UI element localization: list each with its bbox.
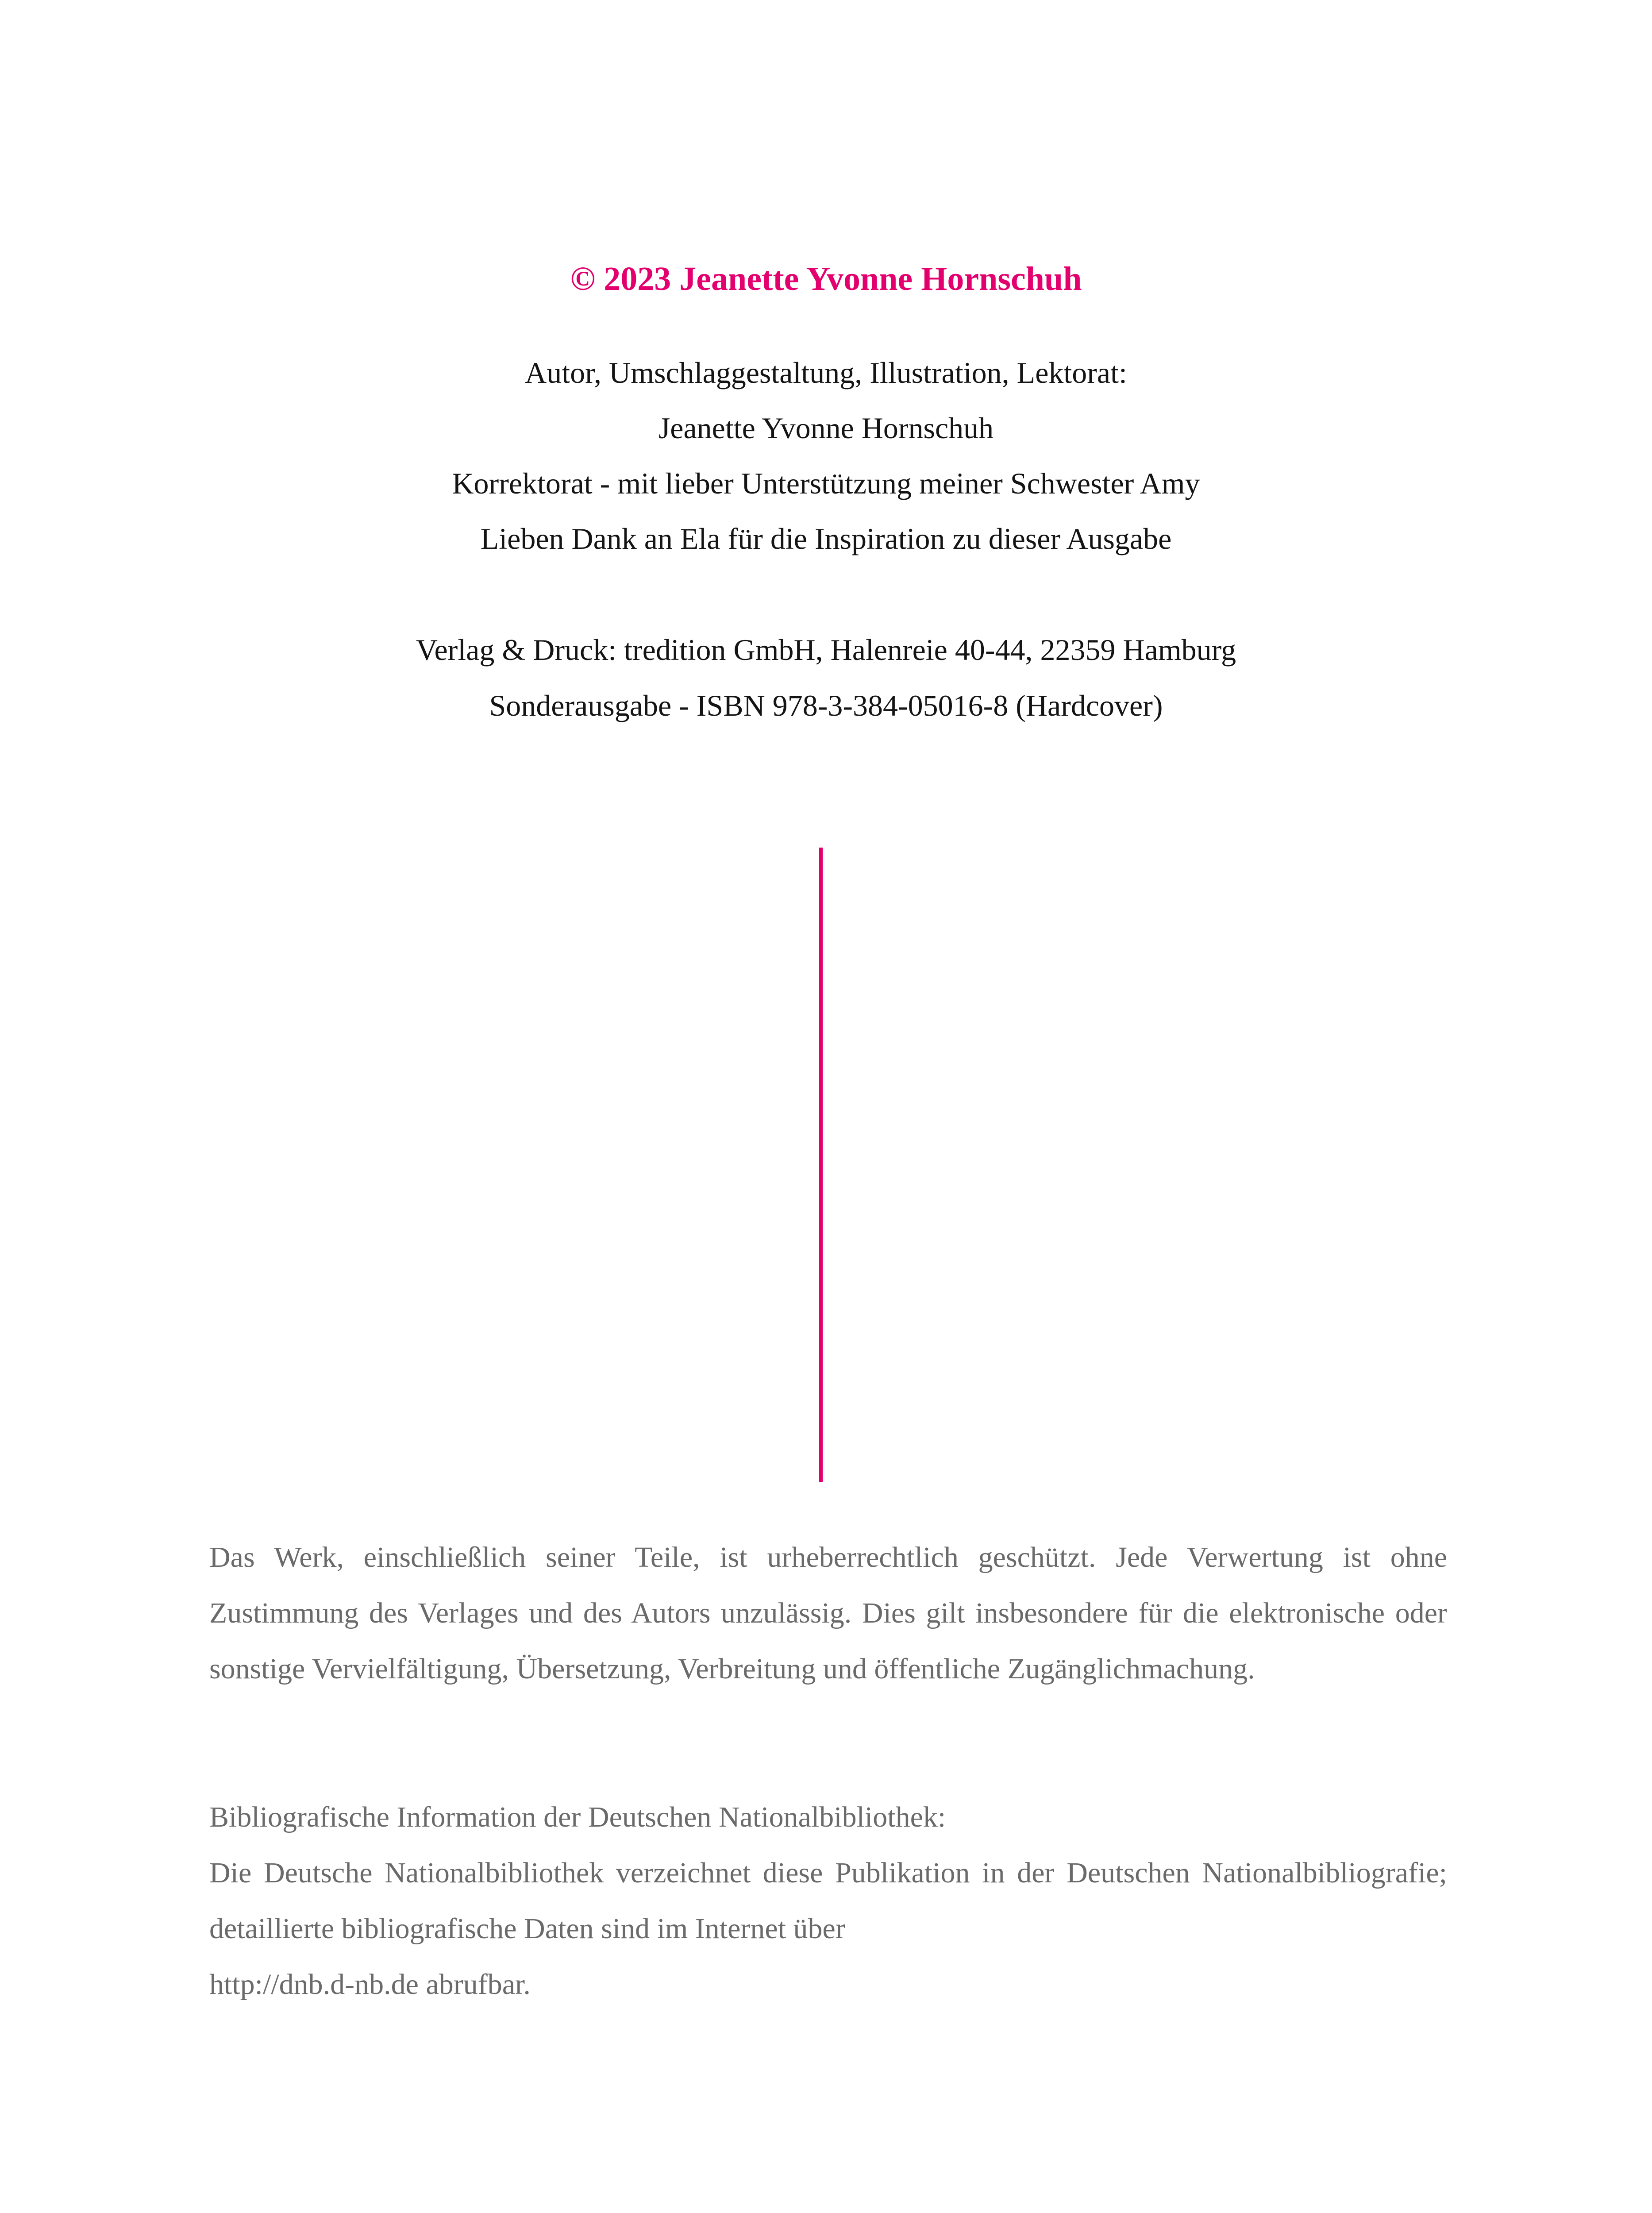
bibliographic-info xyxy=(209,1789,1447,2013)
isbn-line: Sonderausgabe - ISBN 978-3-384-05016-8 (Hardcover) xyxy=(489,689,1163,722)
credits-proofreading: Korrektorat - mit lieber Unterstützung meiner Schwester Amy xyxy=(452,467,1200,500)
copyright-line: © 2023 Jeanette Yvonne Hornschuh xyxy=(570,260,1082,297)
credits-author-name: Jeanette Yvonne Hornschuh xyxy=(658,411,994,445)
legal-notice: Das Werk, einschließlich seiner Teile, ist urheberrechtlich geschützt. Jede Verwertung ist ohne Zustimmung des Verlages und des Autors unzulässig. Dies gilt insbesondere für die elektronische oder sonstige Vervielfältigung, Übersetzung, Verbreitung und öffentliche Zugänglichmachung. xyxy=(209,1541,1447,1685)
credits-block xyxy=(0,345,1652,567)
credits-thanks: Lieben Dank an Ela für die Inspiration zu dieser Ausgabe xyxy=(480,522,1172,555)
bibliographic-heading: Bibliografische Information der Deutschen Nationalbibliothek: xyxy=(209,1801,946,1833)
dnb-link[interactable]: http://dnb.d-nb.de abrufbar. xyxy=(209,1968,531,2001)
publisher-address: Verlag & Druck: tredition GmbH, Halenreie 40-44, 22359 Hamburg xyxy=(416,633,1236,667)
bibliographic-text: Die Deutsche Nationalbibliothek verzeichnet diese Publikation in der Deutschen Nationalbibliografie; detaillierte bibliografische Daten sind im Internet über xyxy=(209,1857,1447,1945)
publisher-block xyxy=(0,622,1652,733)
credits-roles: Autor, Umschlaggestaltung, Illustration, Lektorat: xyxy=(525,356,1127,389)
vertical-divider xyxy=(819,848,823,1482)
